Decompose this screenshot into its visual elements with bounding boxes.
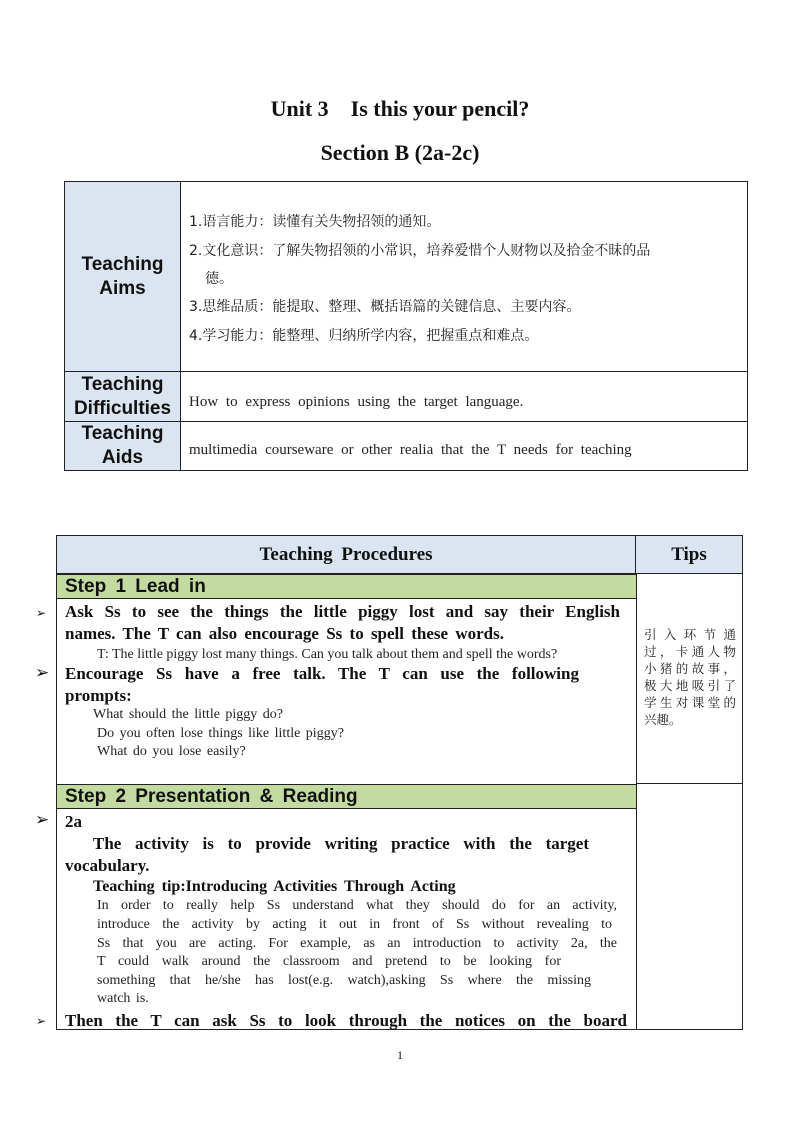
- aim-2-cont: 德。: [205, 271, 233, 287]
- tip-line: 过，卡通人物: [644, 644, 736, 659]
- step1-heading: Step 1 Lead in: [57, 574, 636, 599]
- tip-line: 极大地吸引了: [644, 678, 736, 693]
- tip-line: 小猪的故事，: [644, 661, 736, 676]
- aim-4: 4.学习能力：能整理、归纳所学内容，把握重点和难点。: [189, 328, 539, 344]
- step2-purpose-line2: vocabulary.: [65, 856, 150, 875]
- aims-row: [65, 182, 747, 372]
- bullet-arrow-icon: ➢: [35, 810, 50, 830]
- step2-last-line: Then the T can ask Ss to look through the notices on the board: [65, 1011, 627, 1030]
- prompt-1: What should the little piggy do?: [93, 707, 284, 722]
- aims-label: [65, 182, 181, 371]
- prompt-2: Do you often lose things like little piggy?: [97, 726, 344, 741]
- procedures-table: [56, 535, 743, 1030]
- difficulties-label: [65, 372, 181, 421]
- tip-line: 兴趣。: [644, 712, 682, 727]
- step1-item2-line2: prompts:: [65, 686, 132, 705]
- difficulties-text: How to express opinions using the target language.: [189, 394, 524, 410]
- aids-content: [181, 422, 747, 470]
- info-table: [64, 181, 748, 471]
- aids-label: [65, 422, 181, 470]
- aids-text: multimedia courseware or other realia that the T needs for teaching: [189, 442, 632, 458]
- aims-content: [181, 182, 747, 371]
- bullet-arrow-icon: ➢: [36, 606, 47, 620]
- unit-title: Unit 3 Is this your pencil?: [270, 96, 530, 121]
- step2-tip-line: something that he/she has lost(e.g. watch),asking Ss where the missing: [97, 973, 591, 988]
- step2-tip-heading: Teaching tip:Introducing Activities Through Acting: [93, 878, 456, 895]
- step2-tip-line: In order to really help Ss understand what they should do for an activity,: [97, 898, 617, 913]
- difficulties-label-line1: Teaching: [81, 373, 164, 395]
- tips-header: Tips: [636, 536, 742, 574]
- procedures-header: Teaching Procedures: [57, 536, 636, 574]
- tips-divider: [636, 783, 742, 784]
- step2-tip-line: Ss that you are acting. For example, as an introduction to activity 2a, the: [97, 936, 617, 951]
- prompt-3: What do you lose easily?: [97, 744, 246, 759]
- step1-tip: [644, 626, 736, 728]
- aids-row: [65, 422, 747, 470]
- step2-tip-line: T could walk around the classroom and pretend to be looking for: [97, 954, 561, 969]
- step2-tip-line: introduce the activity by acting it out in front of Ss without revealing to: [97, 917, 612, 932]
- bullet-arrow-icon: ➢: [36, 1014, 47, 1028]
- section-title: Section B (2a-2c): [320, 140, 480, 165]
- step2-purpose-line1: The activity is to provide writing practice with the target: [93, 834, 589, 853]
- step2-heading: Step 2 Presentation & Reading: [57, 784, 636, 809]
- column-divider: [636, 574, 637, 1029]
- step1-item1-line2: names. The T can also encourage Ss to spell these words.: [65, 624, 504, 643]
- page-number: 1: [397, 1048, 403, 1062]
- aids-label-line1: Teaching: [81, 423, 164, 444]
- bullet-arrow-icon: ➢: [35, 663, 50, 683]
- step1-item1-line1: Ask Ss to see the things the little piggy lost and say their English: [65, 602, 620, 621]
- step1-item2-line1: Encourage Ss have a free talk. The T can use the following: [65, 664, 579, 683]
- step1-t-line: T: The little piggy lost many things. Can you talk about them and spell the words?: [97, 647, 558, 662]
- aids-label-line2: Aids: [101, 447, 144, 468]
- difficulties-label-line2: Difficulties: [73, 397, 172, 419]
- step2-tip-line: watch is.: [97, 991, 149, 1006]
- difficulties-row: [65, 372, 747, 422]
- tip-line: 引入环节通: [644, 627, 736, 642]
- aim-2: 2.文化意识：了解失物招领的小常识，培养爱惜个人财物以及拾金不昧的品: [189, 243, 651, 259]
- aims-label-line2: Aims: [99, 277, 146, 299]
- aim-1: 1.语言能力：读懂有关失物招领的通知。: [189, 214, 441, 230]
- difficulties-content: [181, 372, 747, 421]
- step2-label: 2a: [65, 812, 82, 831]
- tip-line: 学生对课堂的: [644, 695, 736, 710]
- aim-3: 3.思维品质：能提取、整理、概括语篇的关键信息、主要内容。: [189, 299, 581, 315]
- aims-label-line1: Teaching: [81, 253, 164, 275]
